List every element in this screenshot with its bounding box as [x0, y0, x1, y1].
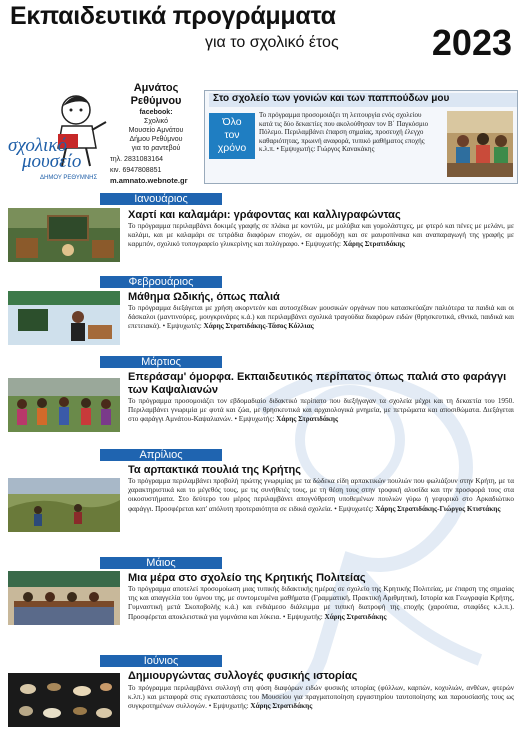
facebook-line3: Δήμου Ρεθύμνου — [129, 136, 183, 143]
program-description-may: Το πρόγραμμα αποτελεί προσομοίωση μιας τυπικής διδακτικής ημέρας σε σχολείο της Κρητικής Πολιτείας, με έπαρση της σημαίας της και απαγγελία του ύμνου της, με συντομευμένα μαθήματα (Γραμματική, Πρακτική Αριθμητική, Ιστορία και Γεωγραφία Κρήτης, Γυμναστική μετά Σκοποβολής κ.ά.) και ενδιάμεσο διάλειμμα με τυπική διατροφή της εποχής (χαρούπια, σταφίδες κ.λ.π.). Προσφέρεται αποκλειστικά για γυμνάσια και λύκεια. — [128, 585, 514, 621]
featured-body — [259, 111, 429, 154]
year-label: 2023 — [431, 22, 512, 63]
facebook-line2: Μουσείο Αμνάτου — [128, 127, 184, 134]
coordinator-april: Χάρης Στρατιδάκης-Γιώργος Κτιστάκης — [375, 504, 501, 513]
coordinator-label-may: • Εμψυχωτής: — [282, 612, 323, 621]
coordinator-may: Χάρης Στρατιδάκης — [324, 612, 387, 621]
featured-title: Στο σχολείο των γονιών και των παππούδων μου — [209, 93, 517, 107]
logo-line2: μουσείο — [22, 151, 82, 172]
featured-coordinator: • Εμψυχωτής: Γιώργος Κανακάκης — [276, 145, 375, 154]
program-title-february: Μάθημα Ωδικής, όπως παλιά — [128, 291, 280, 303]
program-photo-january — [8, 208, 120, 262]
program-photo-march — [8, 378, 120, 432]
month-header-april: Απρίλιος — [100, 449, 222, 461]
program-title-may: Μια μέρα στο σχολείο της Κρητικής Πολιτείας — [128, 572, 366, 584]
logo-subtext: ΔΗΜΟΥ ΡΕΘΥΜΝΗΣ — [40, 175, 98, 181]
all-year-badge — [209, 113, 255, 159]
month-header-january: Ιανουάριος — [100, 193, 222, 205]
page-title: Εκπαιδευτικά προγράμματα — [10, 2, 336, 30]
program-title-january: Χαρτί και καλαμάρι: γράφοντας και καλλιγραφώντας — [128, 209, 401, 221]
coordinator-march: Χάρης Στρατιδάκης — [276, 415, 339, 424]
program-description-january: Το πρόγραμμα περιλαμβάνει δοκιμές γραφής σε πλάκα με κοντύλι, με μολύβια και γομολάστιχες, με φτερό και πένες με μελάνι, με καλάμι, και με καλαμάρι σε τετράδια διαφόρων εποχών, σε αμμοδόχη και σε μαυροπίνακα και αναπαραγωγή της γραφής με καρμπόν, σχολικό τυπογραφείο γλυκερίνης και πολύγραφο. — [128, 222, 514, 249]
month-header-may: Μάιος — [100, 557, 222, 569]
facebook-label: facebook: — [139, 109, 173, 116]
coordinator-label-june: • Εμψυχωτής: — [208, 702, 249, 711]
program-description-february: Το πρόγραμμα διεξάγεται με χρήση ακορντεόν και αυτοσχέδιων μουσικών οργάνων που κατασκεύαζαν παλιότερα τα παιδιά και οι δάσκαλοι (μαντινούρες, μουγκρινάρες κ.ά.) και περιλαμβάνει σχολικά τραγούδια διαφόρων ειδών (θρησκευτικά, εθνικά, παιδικά και επετειακά). — [128, 304, 514, 331]
coordinator-february: Χάρης Στρατιδάκης-Τάσος Κόλλιας — [203, 322, 314, 331]
logo-line1: σχολικό — [8, 135, 67, 156]
program-photo-april — [8, 478, 120, 532]
program-description-april: Το πρόγραμμα περιλαμβάνει προβολή πρώτης γνωριμίας με τα δώδεκα είδη αρπακτικών πουλιών που φωλιάζουν στην Κρήτη, με τα χαρακτηριστικά και το μέγεθός τους, με τις συνήθειές τους, με τη θέση τους στην τροφική αλυσίδα και την προσφορά τους στα οικοσυστήματα. Στο δεύτερο του μέρος περιλαμβάνει απογνόθρεση υποθεμένων πουλιών γύρω ή γεφυρικό στο Αρκαδιώτικο φαράγγι. Προσφέρεται κατ' απόλυτη προτεραιότητα σε ειδικά σχολεία. — [128, 477, 514, 513]
month-header-february: Φεβρουάριος — [100, 276, 222, 288]
program-description-march: Το πρόγραμμα προσομοιάζει τον εβδομαδιαίο διδακτικό περίπατο που διεξήγαγαν τα σχολεία μέχρι και τη δεκαετία του 1950. Περιλαμβάνει γνωριμία με φυτά και ζώα, με θρησκευτικά και αρχαιολογικά μνημεία, με πετρώματα και αποσιθώματα. Διεξάγεται στο φαράγγι Αμνάτου-Καψαλιανών. — [128, 397, 514, 424]
badge-line1: Όλο — [222, 116, 242, 128]
program-title-april: Τα αρπακτικά πουλιά της Κρήτης — [128, 464, 301, 476]
coordinator-label-january: • Εμψυχωτής: — [301, 240, 342, 249]
featured-photo — [447, 111, 513, 177]
program-body-january — [128, 222, 514, 250]
featured-description: Το πρόγραμμα προσομοιάζει τη λειτουργία ενός σχολείου κατά τις δύο δεκαετίες που ακολούθησαν τον Β΄ Παγκόσμιο Πόλεμο. Περιλαμβάνει έπαρση σημαίας, προσευχή έλεγχο καθαριότητας, πρωινή αναφορά, τυπικό μαθήματος εποχής κ.λ.π. — [259, 111, 429, 154]
contact-name-line1: Αμνάτος — [133, 82, 179, 94]
badge-line3: χρόνο — [217, 142, 247, 154]
program-body-april — [128, 477, 514, 514]
featured-program — [204, 90, 518, 184]
month-header-march: Μάρτιος — [100, 356, 222, 368]
program-body-march — [128, 397, 514, 425]
program-photo-may — [8, 571, 120, 625]
month-header-june: Ιούνιος — [100, 655, 222, 667]
facebook-line4: για το ραντεβού — [131, 145, 181, 152]
contact-name-line2: Ρεθύμνου — [130, 95, 182, 107]
coordinator-label-march: • Εμψυχωτής: — [234, 415, 275, 424]
coordinator-label-april: • Εμψυχωτές: — [334, 504, 374, 513]
program-title-march: Επεράσαμ' όμορφα. Εκπαιδευτικός περίπατος όπως παλιά στο φαράγγι των Καψαλιανών — [128, 371, 507, 396]
facebook-line1: Σχολικό — [144, 118, 168, 125]
coordinator-june: Χάρης Στρατιδάκης — [250, 702, 313, 711]
program-body-february — [128, 304, 514, 332]
program-body-may — [128, 585, 514, 622]
website-link[interactable]: m.amnato.webnote.gr — [110, 176, 188, 185]
coordinator-label-february: • Εμψυχωτές: — [162, 322, 202, 331]
program-description-june: Το πρόγραμμα περιλαμβάνει συλλογή στη φύση διαφόρων ειδών φυσικής ιστορίας (φύλλων, καρπών, κοχυλιών, ανθέων, φτερών κ.λπ.) και μεταφορά στις εγκαταστάσεις του Μουσείου για πραγματοποίηση εργαστηρίου ταυτοποίησης και παρουσίασής τους ως συγκροτημένων συλλογών. — [128, 684, 514, 711]
badge-line2: τον — [224, 129, 240, 141]
coordinator-january: Χάρης Στρατιδάκης — [342, 240, 405, 249]
program-photo-june — [8, 673, 120, 727]
program-photo-february — [8, 291, 120, 345]
phone-number: τηλ. 2831083164 — [110, 156, 163, 163]
page-subtitle: για το σχολικό έτος — [205, 34, 339, 51]
program-body-june — [128, 684, 514, 712]
contact-info — [110, 82, 202, 185]
museum-logo-text — [8, 135, 82, 172]
mobile-number: κιν. 6947808851 — [110, 167, 162, 174]
program-title-june: Δημιουργώντας συλλογές φυσικής ιστορίας — [128, 670, 358, 682]
